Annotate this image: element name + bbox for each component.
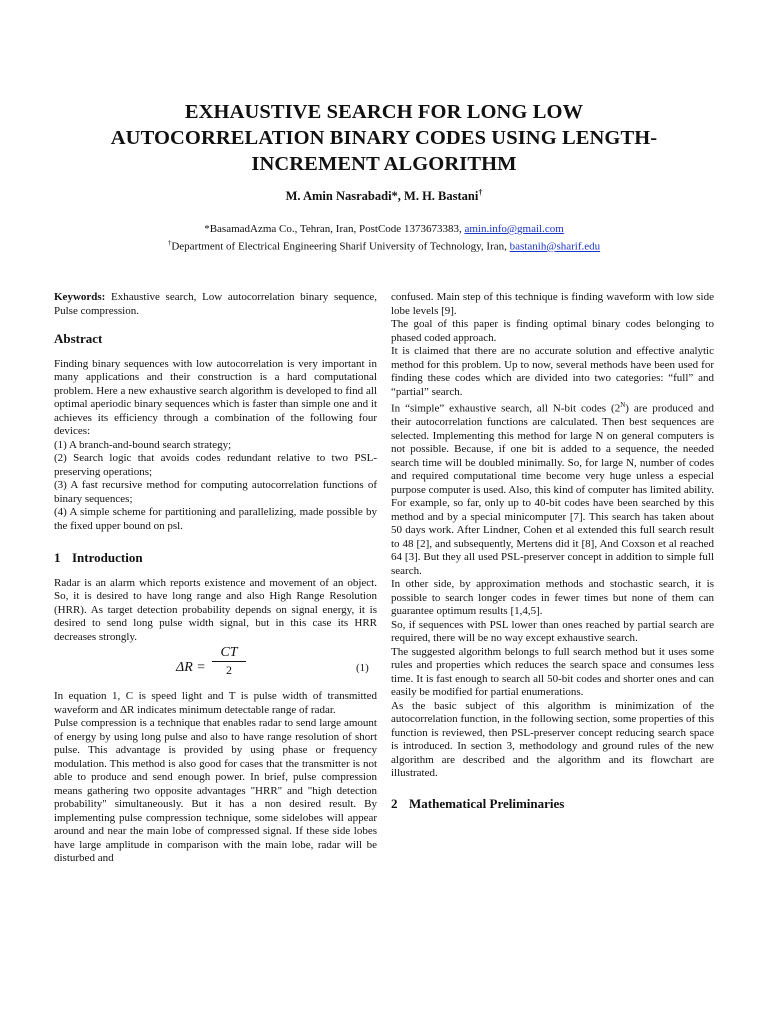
left-column	[54, 291, 377, 866]
abstract-heading: Abstract	[54, 331, 103, 346]
abstract-item: (1) A branch-and-bound search strategy;	[54, 438, 232, 451]
section-title: Introduction	[72, 550, 143, 565]
email-link[interactable]: bastanih@sharif.edu	[509, 240, 601, 253]
text-fragment: In “simple” exhaustive search, all N-bit codes (2	[391, 402, 621, 415]
right-column	[391, 291, 714, 822]
title-line: INCREMENT ALGORITHM	[251, 153, 517, 175]
superscript: N	[620, 401, 626, 409]
body-paragraph: So, if sequences with PSL lower than ones reached by partial search are required, there will be no way except exhaustive search.	[391, 618, 714, 645]
affiliation-text: *BasamadAzma Co., Tehran, Iran, PostCode 1373673383,	[204, 223, 465, 235]
body-paragraph: As the basic subject of this algorithm is minimization of the autocorrelation function, in the following section, some properties of this function is reviewed, then PSL-preserver concept reducing search space is introduced. In section 3, methodology and ground rules of the new algorithm are described and the algorithm and its flowchart are illustrated.	[391, 699, 714, 780]
equation-numerator: CT	[212, 646, 246, 662]
equation-1	[54, 646, 377, 688]
body-paragraph: It is claimed that there are no accurate solution and effective analytic method for this problem. Up to now, several methods have been used for finding these codes which are divided into two categories: “full” and “partial” search.	[391, 345, 714, 398]
section-number: 1	[54, 550, 61, 565]
body-paragraph: The suggested algorithm belongs to full search method but it uses some rules and properties which reduces the search space and consumes less time. It is fast enough to search all 50-bit codes and shorter ones and can easily be modified for partial enumerations.	[391, 645, 714, 699]
keywords-paragraph	[54, 291, 377, 318]
paper-title	[40, 99, 728, 177]
section-heading-introduction	[54, 551, 377, 565]
affiliation-text: Department of Electrical Engineering Sharif University of Technology, Iran,	[171, 240, 510, 253]
equation-lhs: ΔR =	[176, 660, 206, 675]
text-fragment: ) are produced and their autocorrelation functions are calculated. Then best sequences are selected. Implementing this method for large N on general computers is not possible. Because, if one bit is added to a sequence, the needed search time will be doubled minimally. So, for large N, number of codes and required computational time become very huge unless a especial purpose computer is used. Also, this kind of computer has limited ability. For example, so far, only up to 40-bit codes have been searched by this method and by a special minicomputer [7]. This search has taken about 50 days work. After Lindner, Cohen et al extended this full search result to 48 [2], and subsequently, Mertens did it [8], And Coxson et al reached 64 [3]. But they all used PSL-preserver concept in addition to simple full search.	[391, 402, 715, 577]
equation-denominator: 2	[226, 662, 232, 677]
section-title: Mathematical Preliminaries	[409, 795, 565, 811]
keywords-text: Exhaustive search, Low autocorrelation binary sequence, Pulse compression.	[54, 291, 377, 317]
title-line: EXHAUSTIVE SEARCH FOR LONG LOW	[184, 101, 584, 123]
abstract-item: (4) A simple scheme for partitioning and parallelizing, made possible by the fixed upper bound on psl.	[54, 506, 377, 532]
equation-number: (1)	[356, 662, 369, 674]
section-heading-preliminaries	[391, 797, 714, 811]
body-paragraph	[391, 399, 714, 578]
affiliation-2	[40, 236, 728, 254]
author-names: M. Amin Nasrabadi*, M. H. Bastani	[285, 189, 479, 204]
abstract-item: (3) A fast recursive method for computing autocorrelation functions of binary sequences;	[54, 479, 377, 505]
body-paragraph: confused. Main step of this technique is finding waveform with low side lobe levels [9].	[391, 291, 714, 317]
intro-paragraph: In equation 1, C is speed light and T is pulse width of transmitted waveform and ΔR indicates minimum detectable range of radar.	[54, 690, 377, 716]
dagger-mark: †	[478, 188, 483, 197]
intro-paragraph: Pulse compression is a technique that enables radar to send large amount of energy by using long pulse and also to have range resolution of short pulse. This advantage is provided by using phase or frequency modulation. This method is also good for cases that the transmitter is not able to produce and send enough power. In brief, pulse compression means gathering two opposite advantages "HRR" and "high detection probability" simultaneously. But it has a non desired result. By implementing pulse compression technique, some sidelobes will appear around and near the main lobe of compressed signal. If these side lobes have large amplitude in comparison with the main lobe, radar will be disturbed and	[54, 717, 377, 864]
abstract-item: (2) Search logic that avoids codes redundant relative to two PSL-preserving operations;	[54, 452, 377, 478]
equation-fraction	[212, 646, 246, 677]
body-paragraph: In other side, by approximation methods and stochastic search, it is possible to search longer codes in fewer times but none of them can guarantee optimum results [1,4,5].	[391, 578, 714, 618]
title-line: AUTOCORRELATION BINARY CODES USING LENGTH-	[110, 127, 658, 149]
intro-paragraph: Radar is an alarm which reports existence and movement of an object. So, it is desired to have long range and also High Range Resolution (HRR). As target detection probability depends on signal energy, it is desired to send long pulse width signal, but in this case its HRR decreases strongly.	[54, 576, 377, 643]
section-number: 2	[391, 795, 398, 811]
abstract-body: Finding binary sequences with low autocorrelation is very important in many applications and their construction is a hard computational problem. Here a new exhaustive search algorithm is developed to find all optimal aperiodic binary sequences which is faster than simple one and it achieves its efficiency through a combination of the following four devices:	[54, 357, 377, 437]
author-line	[40, 188, 728, 204]
affiliation-1	[40, 222, 728, 236]
email-link[interactable]: amin.info@gmail.com	[464, 223, 564, 235]
body-paragraph: The goal of this paper is finding optimal binary codes belonging to phased coded approach.	[391, 318, 714, 344]
keywords-label: Keywords:	[54, 291, 106, 303]
dagger-mark: †	[167, 239, 172, 247]
